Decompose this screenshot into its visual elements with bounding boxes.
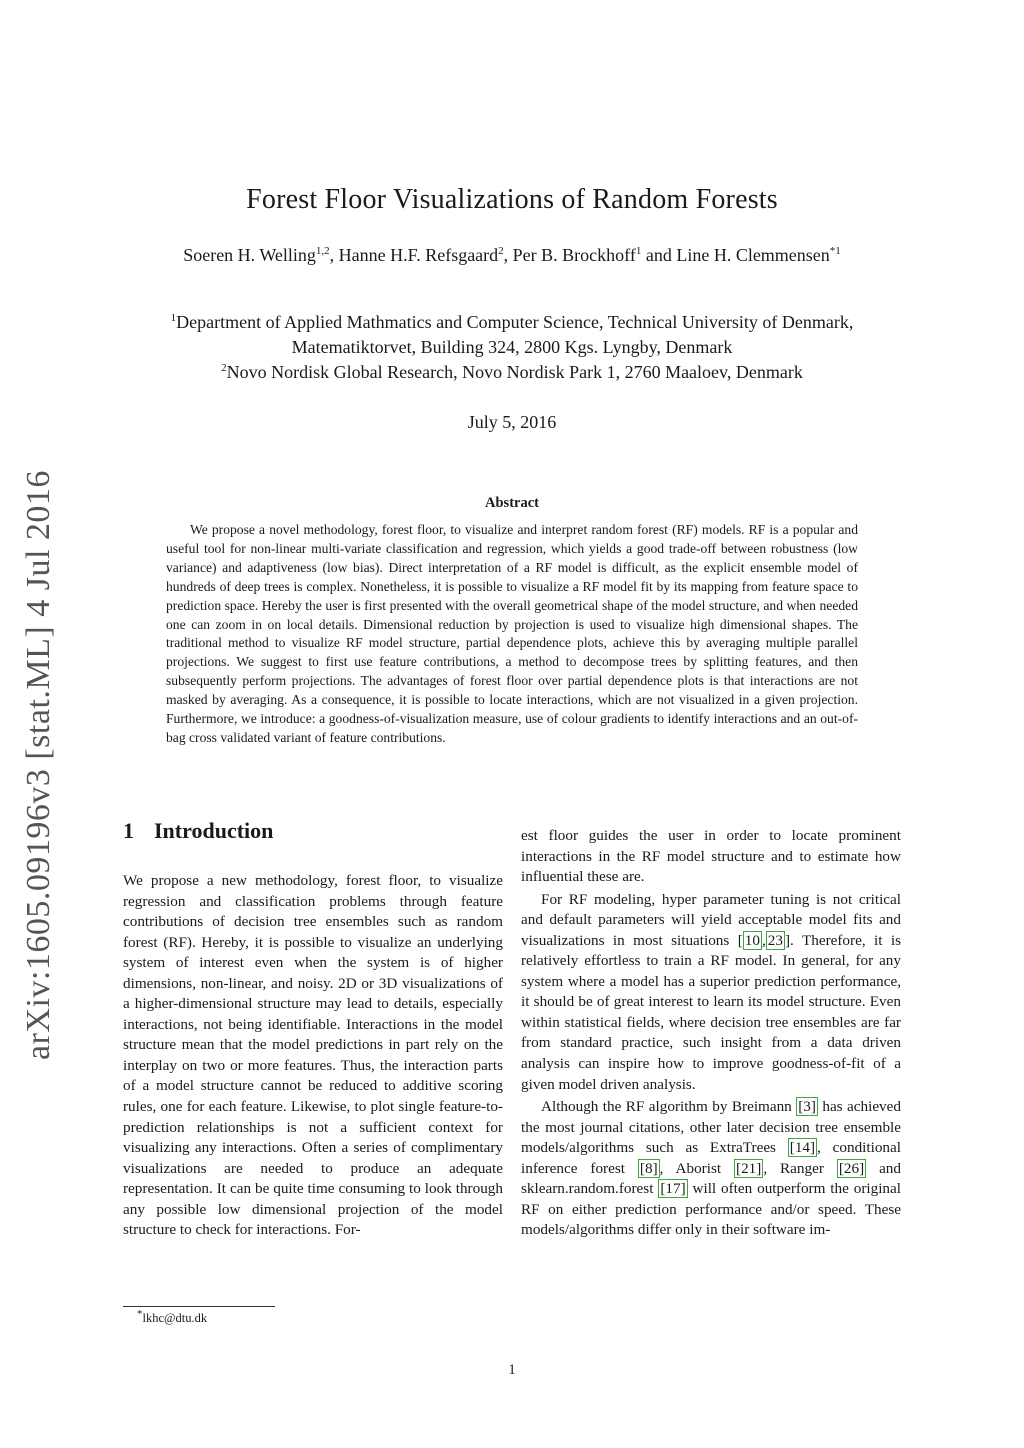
citation-3[interactable]: [3] bbox=[798, 1098, 816, 1116]
right-column bbox=[521, 826, 901, 1241]
para3-text-b: has achieved the most journal citations, other later decision tree ensemble models/algorithms such as ExtraTrees bbox=[521, 1098, 901, 1157]
citation-26-number[interactable]: 26 bbox=[843, 1159, 860, 1177]
intro-paragraph-3 bbox=[521, 1097, 901, 1241]
citation-14[interactable]: [14] bbox=[789, 1139, 816, 1157]
author-2: Hanne H.F. Refsgaard bbox=[338, 245, 499, 265]
author-4: Line H. Clemmensen bbox=[676, 245, 830, 265]
para3-text-d: , Aborist bbox=[659, 1159, 735, 1177]
para3-text-a: Although the RF algorithm by Breimann bbox=[541, 1098, 797, 1116]
section-number: 1 bbox=[123, 818, 134, 843]
section-title: Introduction bbox=[154, 818, 274, 843]
citation-8[interactable]: [8] bbox=[639, 1159, 658, 1177]
author-conjunction: and bbox=[645, 245, 672, 265]
citation-21[interactable]: [21] bbox=[736, 1159, 762, 1177]
paper-title: Forest Floor Visualizations of Random Forests bbox=[246, 184, 778, 215]
citation-17[interactable]: [17] bbox=[660, 1180, 686, 1198]
para3-text-c: , conditional inference forest bbox=[521, 1139, 901, 1177]
citation-link[interactable]: [ 10 , 23 ] bbox=[737, 931, 791, 949]
para3-text-f: and sklearn.random.forest bbox=[521, 1159, 901, 1198]
affiliation-1-mark: 1 bbox=[170, 312, 177, 324]
author-list: Soeren H. Welling$^{1,2}$, Hanne H.F. Refsgaard$^2$, Per B. Brockhoff$^1$ and Line H. Clemmensen$^{*1}$ bbox=[183, 245, 841, 265]
paper-date: July 5, 2016 bbox=[467, 412, 557, 432]
citation-3-number[interactable]: 3 bbox=[803, 1098, 811, 1116]
para3-text-e: , Ranger bbox=[763, 1159, 837, 1177]
citation-14-number[interactable]: 14 bbox=[794, 1139, 811, 1157]
citation-21-number[interactable]: 21 bbox=[741, 1159, 757, 1177]
para3-text-g: will often outperform the original RF on either prediction performance and/or speed. These models/algorithms differ only in their software im- bbox=[521, 1180, 901, 1239]
para2-text-b: . Therefore, it is relatively effortless to train a RF model. In general, for any system where a model has a superior prediction performance, it should be of great interest to learn its model structure. Even within statistical fields, where decision tree ensembles are far from standard practice, such insight from a data driven analysis can inspire how to improve goodness-of-fit of a given model driven analysis. bbox=[521, 931, 902, 1093]
citation-26[interactable]: [26] bbox=[838, 1159, 865, 1177]
citation-8-number[interactable]: 8 bbox=[644, 1159, 653, 1177]
affiliations bbox=[120, 310, 904, 385]
author-1: Soeren H. Welling bbox=[183, 245, 316, 265]
footnote-mark: * bbox=[137, 1307, 143, 1320]
author-1-affil: 1,2 bbox=[315, 245, 330, 257]
footnote-rule bbox=[123, 1306, 275, 1307]
author-4-affil: *1 bbox=[829, 245, 841, 257]
affiliation-2 bbox=[120, 360, 904, 385]
arxiv-identifier-stamp: arXiv:1605.09196v3 [stat.ML] 4 Jul 2016 bbox=[20, 470, 57, 1060]
citation-17-number[interactable]: 17 bbox=[665, 1180, 681, 1198]
author-2-affil: 2 bbox=[498, 245, 504, 257]
footnote-email[interactable]: lkhc@dtu.dk bbox=[142, 1311, 208, 1325]
affiliation-2-text: Novo Nordisk Global Research, Novo Nordisk Park 1, 2760 Maaloev, Denmark bbox=[226, 362, 803, 382]
section-heading-introduction bbox=[123, 818, 273, 844]
intro-paragraph-1: We propose a new methodology, forest floor, to visualize regression and classification problems through feature contributions of decision tree ensembles such as random forest (RF). Hereby, it is possible to visualize an underlying system of interest even when the system is of higher dimensions, non-linear, and noisy. 2D or 3D visualizations of a higher-dimensional structure may lead to details, especially interactions, not being identifiable. Interactions in the model structure mean that the model predictions in part rely on the interplay on two or more features. Thus, the interaction parts of a model structure cannot be reduced to additive scoring rules, one for each feature. Likewise, to plot single feature-to-prediction relationships is not a sufficient context for visualizing any interactions. Often a series of complimentary visualizations are needed to produce an adequate representation. It can be quite time consuming to look through any possible low dimensional projection of the model structure to check for interactions. For- bbox=[123, 872, 503, 1239]
abstract-heading: Abstract bbox=[485, 495, 539, 511]
left-column bbox=[123, 871, 503, 1241]
intro-paragraph-2 bbox=[521, 890, 901, 1095]
para2-text-a: For RF modeling, hyper parameter tuning is not critical and default parameters will yield acceptable model fits and visualizations in most situations bbox=[521, 890, 901, 949]
affiliation-2-mark: 2 bbox=[221, 362, 227, 374]
citation-23[interactable]: 23 bbox=[767, 931, 783, 949]
citation-10[interactable]: 10 bbox=[744, 931, 760, 949]
footnote bbox=[137, 1307, 208, 1326]
affiliation-1-text: Department of Applied Mathmatics and Computer Science, Technical University of Denmark, Matematiktorvet, Building 324, 2800 Kgs. Lyngby, Denmark bbox=[176, 312, 854, 357]
page-number: 1 bbox=[508, 1362, 516, 1378]
author-3-affil: 1 bbox=[635, 245, 642, 257]
author-3: Per B. Brockhoff bbox=[512, 245, 636, 265]
affiliation-1 bbox=[120, 310, 904, 360]
intro-paragraph-1-continued: est floor guides the user in order to locate prominent interactions in the RF model structure and to estimate how influential these are. bbox=[521, 827, 901, 886]
abstract-text: We propose a novel methodology, forest floor, to visualize and interpret random forest (RF) models. RF is a popular and useful tool for non-linear multi-variate classification and regression, which yields a good trade-off between robustness (low variance) and adaptiveness (low bias). Direct interpretation of a RF model is difficult, as the explicit ensemble model of hundreds of deep trees is complex. Nonetheless, it is possible to visualize a RF model fit by its mapping from feature space to prediction space. Hereby the user is first presented with the overall geometrical shape of the model structure, and when needed one can zoom in on local details. Dimensional reduction by projection is used to visualize high dimensional shapes. The traditional method to visualize RF model structure, partial dependence plots, achieve this by averaging multiple parallel projections. We suggest to first use feature contributions, a method to decompose trees by splitting features, and then subsequently perform projections. The advantages of forest floor over partial dependence plots is that interactions are not masked by averaging. As a consequence, it is possible to locate interactions, which are not visualized in a given projection. Furthermore, we introduce: a goodness-of-visualization measure, use of colour gradients to identify interactions and an out-of-bag cross validated variant of feature contributions. bbox=[166, 522, 858, 745]
